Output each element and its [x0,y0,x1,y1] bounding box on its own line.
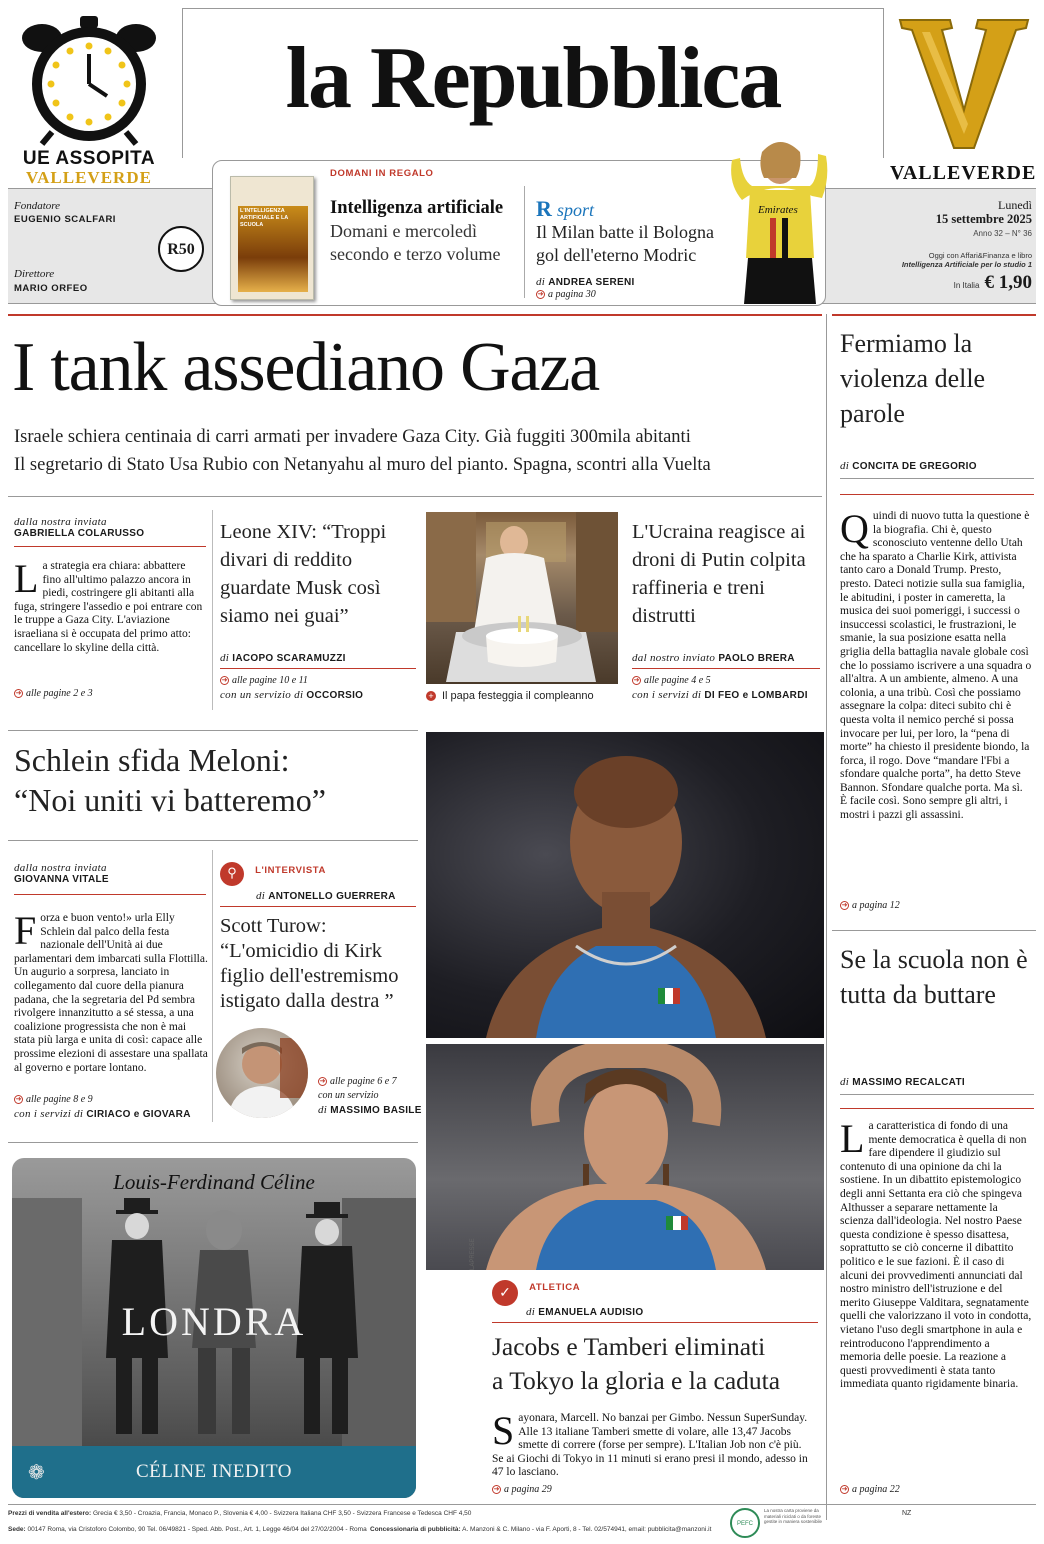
byline-author: PAOLO BRERA [718,653,795,664]
byline-by: di [220,652,230,664]
service-name: CIRIACO e GIOVARA [86,1109,191,1120]
promo-book-line3: secondo e terzo volume [330,244,501,264]
service-name: MASSIMO BASILE [330,1105,422,1116]
masthead-title[interactable]: la Repubblica [285,30,781,127]
valleverde-brand: VALLEVERDE [890,162,1037,184]
editorial1-pageref[interactable] [840,900,900,911]
schlein-service [14,1108,191,1120]
rsport-word: sport [556,200,594,220]
service-pre: con un servizio [318,1090,379,1101]
dropcap: F [14,908,37,953]
service-pre: con i servizi di [632,689,702,701]
arrow-right-icon: ➜ [493,1485,500,1494]
footer-nz: NZ [902,1510,912,1517]
dropcap: L [14,556,39,601]
byline-by: di [526,1306,536,1318]
arrow-right-icon: ➜ [15,689,22,698]
arrow-right-icon: ➜ [221,676,228,685]
byline-by: di [840,460,850,472]
r50-seal [158,226,204,272]
arrow-right-icon: ➜ [537,290,544,299]
footer-concessionaria [370,1526,711,1533]
turow-photo[interactable] [216,1028,308,1118]
director-label: Direttore [14,268,55,280]
byline-pre: dal nostro inviato [632,652,716,664]
editorial2-headline[interactable]: Se la scuola non è tutta da buttare [840,945,1028,1009]
sport-body [492,1408,812,1480]
interview-pageref[interactable] [318,1076,397,1087]
editorial1-byline [840,460,977,472]
rsport-brand[interactable] [536,196,594,222]
footer-prices [8,1510,471,1517]
pope-photo[interactable] [426,512,618,684]
editorial1-headline[interactable]: Fermiamo la violenza delle parole [840,329,986,428]
pefc-logo [730,1508,760,1538]
valleverde-logo [890,14,1036,184]
promo-book-line2: Domani e mercoledì [330,221,477,241]
schlein-headline1[interactable]: Schlein sfida Meloni: [14,742,290,778]
promo-sport-byline [536,276,635,288]
byline-author: EMANUELA AUDISIO [538,1307,644,1318]
editorial2-byline [840,1076,965,1088]
footer-sede-text: 00147 Roma, via Cristoforo Colombo, 90 Tel. 06/49821 - Sped. Abb. Post., Art. 1, Legge 46/04 del 27/02/2004 - Roma [27,1526,367,1533]
footer-prices-label: Prezzi di vendita all'estero: [8,1510,92,1517]
schlein-body [14,908,208,1075]
price-block [954,272,1032,294]
sport-kicker-box [492,1280,580,1306]
r50-seal-text: R50 [167,241,195,258]
director-name: MARIO ORFEO [14,283,88,294]
founder-name: EUGENIO SCALFARI [14,214,116,225]
service-pre: con i servizi di [14,1108,84,1120]
lead-deck2: Il segretario di Stato Usa Rubio con Netanyahu al muro del pianto. Spagna, scontri alla Vuelta [14,455,711,475]
pageref-text: alle pagine 10 e 11 [232,675,308,686]
arrow-right-icon: ➜ [841,1485,848,1494]
promo-sport-line1[interactable]: Il Milan batte il Bologna [536,222,714,242]
footer-sede [8,1526,367,1533]
ukraine-service [632,689,808,701]
byline-author: GIOVANNA VITALE [14,874,109,885]
promo-book-kicker: DOMANI IN REGALO [330,168,434,179]
arrow-right-icon: ➜ [841,901,848,910]
ukraine-byline [632,652,795,664]
lead-body-text: a strategia era chiara: abbattere fino all'ultimo palazzo ancora in piedi, costringere gli abitanti alla fuga, stringere l'assedio e poi entrare con le truppe a Gaza City. L'aviazione israeliana si è occupata del primo atto: cancellare lo skyline della città. [14,560,203,654]
modric-photo [718,138,830,306]
lead-byline [14,516,144,539]
interview-kicker: L'INTERVISTA [255,864,326,876]
footer-sede-label: Sede: [8,1526,26,1533]
schlein-byline [14,862,109,885]
date-full: 15 settembre 2025 [935,212,1032,226]
ukraine-headline[interactable]: L'Ucraina reagisce ai droni di Putin colpita raffineria e treni distrutti [632,521,806,627]
valleverde-v-icon [890,14,1036,154]
interview-headline[interactable]: Scott Turow: “L'omicidio di Kirk figlio dell'estremismo istigato dalla destra ” [220,915,399,1012]
arrow-right-icon: ➜ [633,676,640,685]
microphone-icon: ⚲ [220,862,244,886]
schlein-pageref[interactable] [14,1094,93,1105]
service-name: OCCORSIO [306,690,364,701]
editorial2-pageref[interactable] [840,1484,900,1495]
byline-by: di [840,1076,850,1088]
lead-body [14,556,206,655]
schlein-headline2[interactable]: “Noi uniti vi batteremo” [14,782,326,818]
byline-author: ANDREA SERENI [548,277,635,288]
athletics-icon: ✓ [492,1280,518,1306]
tamberi-photo[interactable] [426,1044,824,1270]
lead-deck1: Israele schiera centinaia di carri armati per invadere Gaza City. Già fuggiti 300mila abitanti [14,427,691,447]
rsport-r: R [536,196,552,221]
ukraine-pageref[interactable] [632,675,711,686]
pageref-text: a pagina 30 [548,289,596,300]
book-cover-title: L'INTELLIGENZA ARTIFICIALE E LA SCUOLA [240,208,289,228]
sport-byline [526,1306,643,1318]
promo-sport-line2[interactable]: gol dell'eterno Modric [536,245,697,265]
pope-headline[interactable]: Leone XIV: “Troppi divari di reddito guardate Musk così siamo nei guai” [220,521,387,627]
sport-pageref[interactable] [492,1484,552,1495]
sport-kicker: ATLETICA [529,1281,581,1293]
price-value: € 1,90 [984,272,1032,293]
editorial2-body-text: a caratteristica di fondo di una mente democratica è quella di non fare dipendere il giudizio sul contenuto di una opinione da chi la sostiene. In un dibattito epistemologico degli anni Settanta era ciò che spingeva Althusser a separare nettamente la scienza dall'ideologia. Nel nostro Paese questa condizione è spesso disattesa, soprattutto se ciò concerne il dibattito politico e le sue fazioni. È il caso di alcuni dei provvedimenti annunciati dal nostro ministro dell'istruzione e del merito Giuseppe Valditara, segnatamente quelli che valorizzano il voto in condotta, vietano l'uso degli smartphone in aula e reintroducono l'apprendimento a memoria delle poesie. La reazione a questi provvedimenti è stata tanto immediata quanto rigidamente binaria. [840,1120,1032,1391]
dropcap: Q [840,506,869,551]
interview-byline [256,890,396,902]
supplements-line2: Intelligenza Artificiale per lo studio 1 [901,260,1032,269]
service-name: DI FEO e LOMBARDI [704,690,808,701]
pope-pageref[interactable] [220,675,308,686]
celine-book-ad[interactable] [12,1158,416,1498]
logo-line1: UE ASSOPITA [22,148,156,169]
supplements-line1: Oggi con Affari&Finanza e libro [928,251,1032,260]
promo-book-title[interactable]: Intelligenza artificiale [330,198,504,218]
caption-text: Il papa festeggia il compleanno [442,690,594,702]
pefc-text: PEFC [736,1521,753,1527]
byline-author: GABRIELLA COLARUSSO [14,528,145,539]
byline-by: di [536,276,546,288]
pageref-text: alle pagine 2 e 3 [26,688,93,699]
celine-title: LONDRA [121,1299,307,1344]
issue-number: Anno 32 – N° 36 [973,229,1032,238]
sport-headline1[interactable]: Jacobs e Tamberi eliminati [492,1332,766,1361]
ue-assopita-logo [14,14,164,187]
editorial1-body-text: uindi di nuovo tutta la questione è la biografia. Chi è, questo sconosciuto ventenne dello Utah che ha sparato a Charlie Kirk, attivista tanto caro a Donald Trump. Presto, presto. Dateci notizie sulla sua famiglia, le abitudini, i poster in cameretta, la musica dei suoi pomeriggi, i successi o insuccessi scolastici, le frustrazioni, le smanie, la sua posizione esatta nella griglia della battaglia navale globale così che lo possiamo iscrivere a una squadra o all'altra. A un ambiente, almeno. A una colonia, a una tribù. Così che possiamo assegnare la colpa: diteci subito chi è questa volta il nemico perché si possa invocare per lui, per loro, la “pena di morte” ha chiesto il presidente biondo, la forca, il rogo. Dove “mandare l'Fbi a sfondare qualche porta”, ha detto Steve Bannon. Sfondare qualche porta. Ma sì. È facile così. Sono sempre gli altri, i mostri i pazzi gli assassini. [840,510,1032,822]
footer-concessionaria-text: A. Manzoni & C. Milano - via F. Aporti, 8 - Tel. 02/574941, email: pubblicita@manzoni.it [462,1526,712,1533]
schlein-body-text: orza e buon vento!» urla Elly Schlein dal palco della festa nazionale dell'Unità ai due parlamentari dem imbarcati sulla Flottilla. Un augurio a sorpresa, lanciato in collegamento dal cuore della pianura padana, che la segretaria del Pd sembra rivolgere innanzitutto a sé stessa, a una coalizione progressista che non è mai stata più larga e unita di così: capace alle prossime elezioni di assestare una spallata al governo e portare lontano. [14,912,208,1074]
fleur-icon: ❁ [28,1460,45,1484]
pageref-text: alle pagine 8 e 9 [26,1094,93,1105]
arrow-right-icon: ➜ [319,1077,326,1086]
editorial2-body [840,1116,1032,1392]
pageref-text: a pagina 12 [852,900,900,911]
byline-pre: dalla nostra inviata [14,862,107,874]
lead-pageref[interactable] [14,688,93,699]
editorial1-body [840,506,1032,823]
pefc-note: La nostra carta proviene da materiali riciclati o da foreste gestite in maniera sostenibile [764,1508,823,1524]
byline-author: IACOPO SCARAMUZZI [232,653,346,664]
interview-service [318,1090,379,1101]
interview-service-name [318,1104,422,1116]
pageref-text: alle pagine 6 e 7 [330,1076,397,1087]
photo-credit: LAPRESSE [470,1238,476,1270]
arrow-right-icon: ➜ [15,1095,22,1104]
byline-by: di [318,1104,328,1116]
price-label: In Italia [953,281,980,290]
pope-caption [426,690,594,702]
jersey-text: Emirates [758,204,798,216]
jacobs-photo[interactable] [426,732,824,1038]
celine-author: Louis-Ferdinand Céline [113,1170,315,1194]
footer-concessionaria-label: Concessionaria di pubblicità: [370,1526,461,1533]
dropcap: L [840,1116,865,1161]
plus-icon: + [426,691,436,701]
byline-by: di [256,890,266,902]
pope-byline [220,652,346,664]
celine-footer: CÉLINE INEDITO [136,1461,292,1482]
founder-label: Fondatore [14,200,61,212]
pageref-text: a pagina 22 [852,1484,900,1495]
dropcap: S [492,1408,515,1453]
byline-pre: dalla nostra inviata [14,516,107,528]
lead-headline[interactable]: I tank assediano Gaza [12,329,600,406]
sport-headline2[interactable]: a Tokyo la gloria e la caduta [492,1366,781,1395]
pageref-text: alle pagine 4 e 5 [644,675,711,686]
pope-service [220,689,363,701]
interview-kicker-box [220,862,326,886]
service-pre: con un servizio di [220,689,304,701]
footer-prices-text: Grecia € 3,50 - Croazia, Francia, Monaco P., Slovenia € 4,00 - Svizzera Italiana CHF 3,50 - Svizzera Francese e Tedesca CHF 4,50 [93,1510,472,1517]
date-day: Lunedì [998,198,1032,212]
book-cover[interactable] [224,176,314,300]
byline-author: ANTONELLO GUERRERA [268,891,396,902]
alarm-clock-icon [14,14,164,149]
promo-sport-pageref[interactable] [536,289,596,300]
byline-author: MASSIMO RECALCATI [852,1077,965,1088]
sport-body-text: ayonara, Marcell. No banzai per Gimbo. Nessun SuperSunday. Alle 13 italiane Tamberi smette di volare, alle 13,47 Jacobs smette di correre (forse per sempre). L'Italian Job non c'è più. Se ai Giochi di Tokyo in 11 minuti si erano presi il mondo, adesso in 47 lo lasciano. [492,1412,808,1479]
logo-line2: VALLEVERDE [26,168,152,187]
pageref-text: a pagina 29 [504,1484,552,1495]
byline-author: CONCITA DE GREGORIO [852,461,977,472]
